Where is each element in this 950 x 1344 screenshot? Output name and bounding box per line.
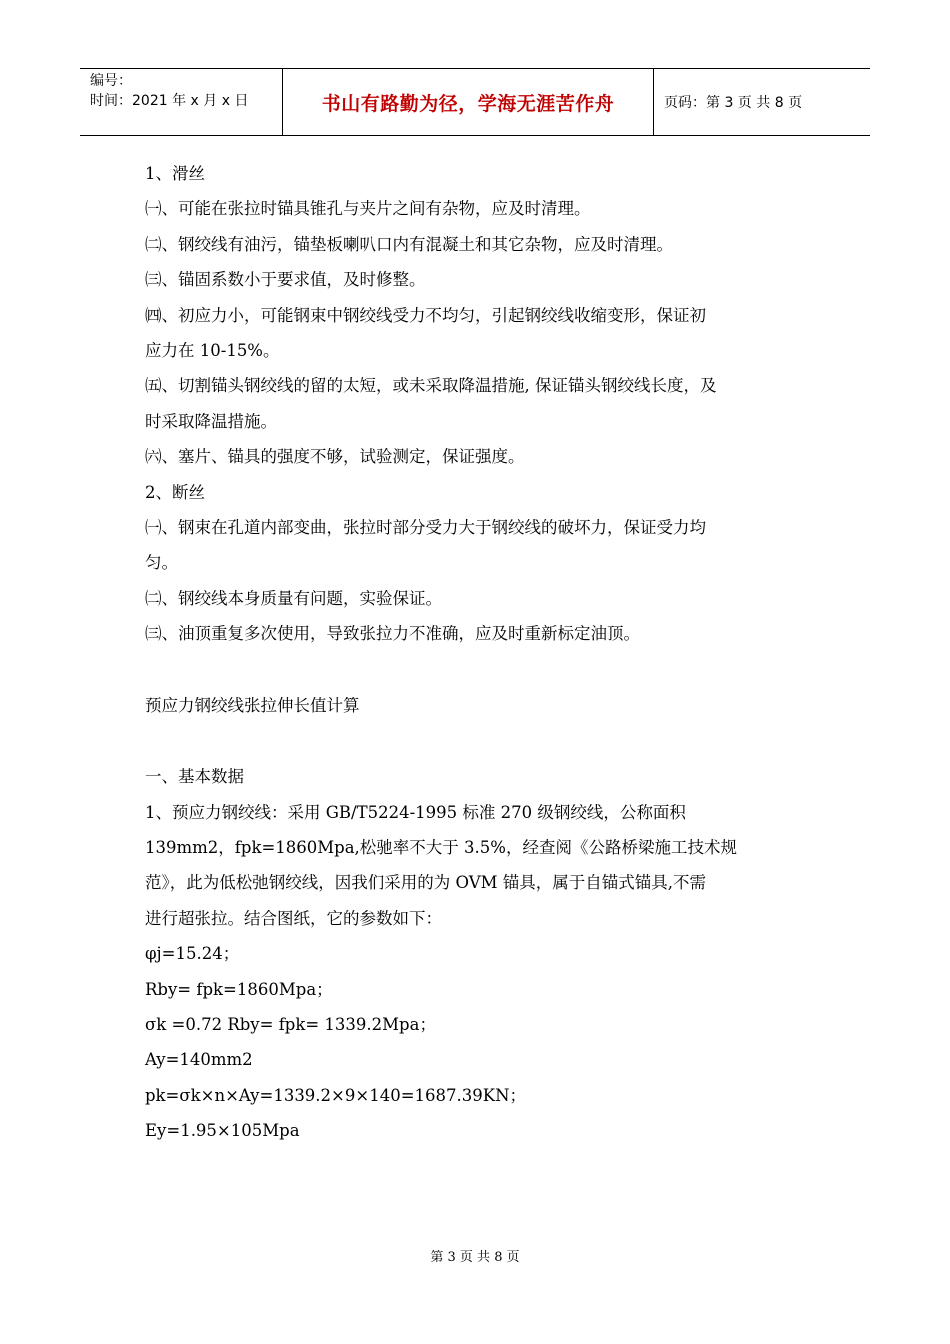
document-number-label: 编号：	[90, 73, 132, 89]
document-body	[145, 156, 807, 1149]
paragraph-line: 匀。	[145, 553, 178, 573]
paragraph-line: ㈣、初应力小，可能钢束中钢绞线受力不均匀，引起钢绞线收缩变形，保证初	[145, 305, 706, 325]
paragraph-line: 1、预应力钢绞线：采用 GB/T5224-1995 标准 270 级钢绞线，公称面积	[145, 802, 686, 822]
formula-line: Ey=1.95×105Mpa	[145, 1121, 300, 1141]
paragraph-line: 1、滑丝	[145, 164, 205, 183]
paragraph-line: 范》，此为低松弛钢绞线，因我们采用的为 OVM 锚具，属于自锚式锚具,不需	[145, 873, 707, 893]
header-page-number: 页码：第 3 页 共 8 页	[664, 95, 803, 111]
paragraph-line: 139mm2，fpk=1860Mpa,松驰率不大于 3.5%，经查阅《公路桥梁施工技术规	[145, 837, 737, 857]
paragraph-line: 2、断丝	[145, 482, 205, 502]
page-footer	[0, 1246, 950, 1265]
paragraph-line: 应力在 10-15%。	[145, 341, 280, 361]
blank-line	[145, 652, 807, 688]
formula-line: φj=15.24；	[145, 944, 240, 964]
formula-line: Rby= fpk=1860Mpa；	[145, 979, 333, 999]
paragraph-line: ㈢、油顶重复多次使用，导致张拉力不准确，应及时重新标定油顶。	[145, 624, 640, 644]
paragraph-line: ㈤、切割锚头钢绞线的留的太短，或未采取降温措施, 保证锚头钢绞线长度，及	[145, 376, 717, 396]
formula-line: σk =0.72 Rby= fpk= 1339.2Mpa；	[145, 1014, 436, 1034]
paragraph-line: ㈢、锚固系数小于要求值，及时修整。	[145, 270, 426, 290]
paragraph-line: 一、基本数据	[145, 767, 244, 787]
section-title: 预应力钢绞线张拉伸长值计算	[145, 695, 360, 715]
document-date: 时间：2021 年 x 月 x 日	[90, 93, 249, 109]
formula-line: Ay=140mm2	[145, 1050, 253, 1070]
header-meta	[80, 69, 282, 135]
paragraph-line: ㈠、可能在张拉时锚具锥孔与夹片之间有杂物，应及时清理。	[145, 199, 591, 219]
paragraph-line: 进行超张拉。结合图纸，它的参数如下：	[145, 908, 442, 928]
formula-line: pk=σk×n×Ay=1339.2×9×140=1687.39KN；	[145, 1085, 527, 1105]
paragraph-line: ㈡、钢绞线有油污，锚垫板喇叭口内有混凝土和其它杂物，应及时清理。	[145, 234, 673, 254]
paragraph-line: ㈡、钢绞线本身质量有问题，实验保证。	[145, 588, 442, 608]
paragraph-line: ㈠、钢束在孔道内部变曲，张拉时部分受力大于钢绞线的破坏力，保证受力均	[145, 518, 706, 538]
header-motto-cell	[282, 69, 654, 135]
header-motto: 书山有路勤为径，学海无涯苦作舟	[321, 92, 615, 115]
header-page-cell	[654, 69, 870, 135]
footer-page-number: 第 3 页 共 8 页	[430, 1250, 520, 1265]
paragraph-line: 时采取降温措施。	[145, 411, 277, 431]
page-header	[80, 68, 870, 136]
blank-line	[145, 723, 807, 759]
paragraph-line: ㈥、塞片、锚具的强度不够，试验测定，保证强度。	[145, 447, 525, 467]
